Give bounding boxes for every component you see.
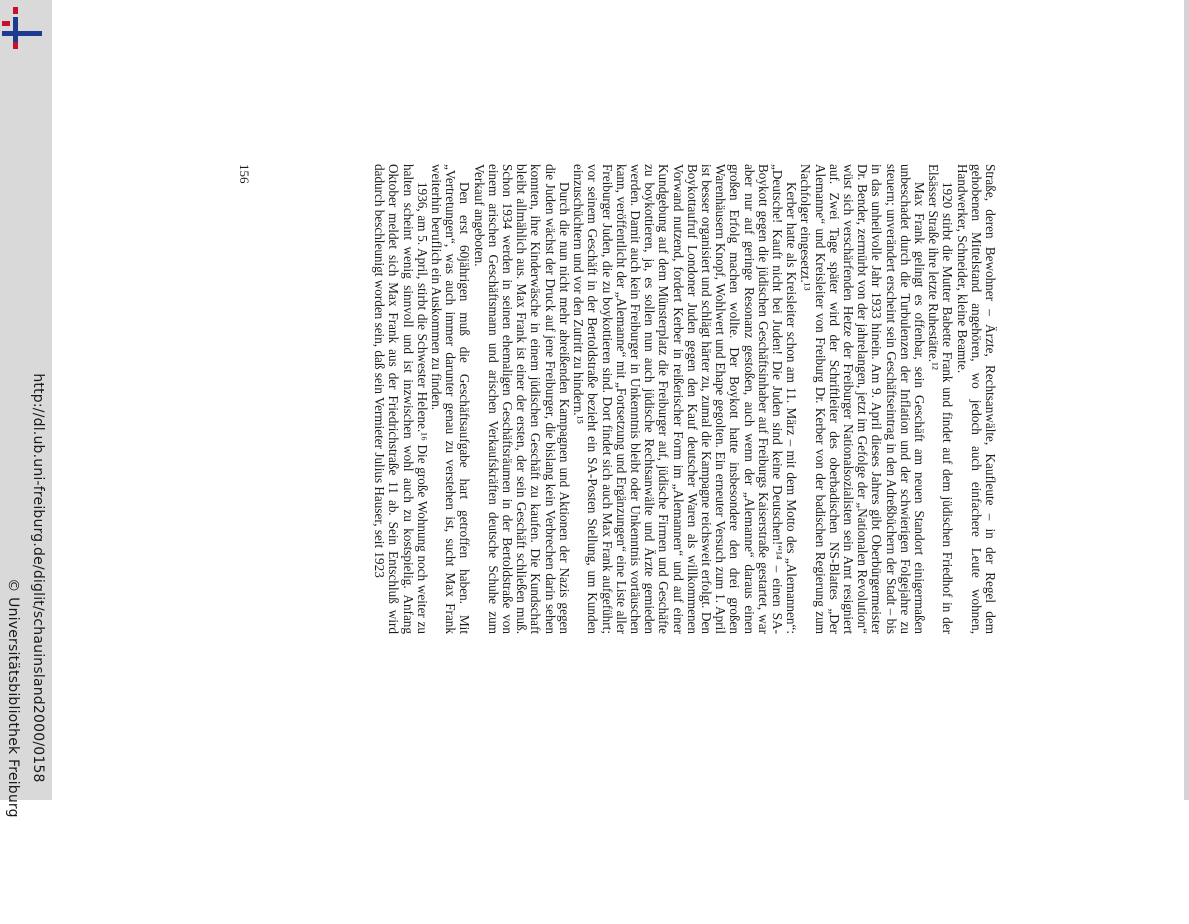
page-text-block xyxy=(372,164,997,634)
paragraph-7: 1936, am 5. April, stirbt die Schwester Helene.¹⁶ Die große Wohnung noch weiter zu halten scheint wenig sinnvoll und ist inzwischen wohl auch zu kostspielig. Anfang Oktober meldet sich Max Frank aus der Friedrichstraße 11 ab. Sein Entschluß wird dadurch beschleunigt worden sein, daß sein Vermieter Julius Hauser, seit 1923 xyxy=(372,164,430,634)
copyright-notice: © Universitätsbibliothek Freiburg xyxy=(5,578,21,818)
paragraph-6: Den erst 60jährigen muß die Geschäftsaufgabe hart getroffen haben. Mit „Vertretungen“, was auch immer darunter genau zu verstehen ist, sucht Max Frank weiterhin beruflich ein Auskommen zu finden. xyxy=(429,164,473,634)
paragraph-3: Max Frank gelingt es offenbar, sein Geschäft am neuen Standort einigermaßen unbeschadet durch die Turbulenzen der Inflation und der schwierigen Folgejahre zu steuern; unverändert erscheint sein Geschäftseintrag in den Adreßbüchern der Stadt – bis in das unheilvolle Jahr 1933 hinein. Am 9. April dieses Jahres gibt Oberbürgermeister Dr. Bender, zermürbt von der jahrelangen, jetzt im Gefolge der „Nationalen Revolution“ wüst sich verschärfenden Hetze der Freiburger Nationalsozialisten sein Amt resigniert auf. Zwei Tage später wird der Schriftleiter des oberbadischen NS-Blattes „Der Alemanne“ und Kreisleiter von Freiburg Dr. Kerber von der badischen Regierung zum Nachfolger eingesetzt.¹³ xyxy=(798,164,927,634)
paragraph-1: Straße, deren Bewohner – Ärzte, Rechtsanwälte, Kaufleute – in der Regel dem gehobenen Mittelstand angehören, wo jedoch auch einfachere Leute wohnen, Handwerker, Schneider, kleine Beamte. xyxy=(954,164,998,634)
paragraph-5: Durch die nun nicht mehr abreißenden Kampagnen und Aktionen der Nazis gegen die Juden wächst der Druck auf jene Freiburger, die bislang kein Verbrechen darin sehen konnten, ihre Kinderwäsche in einem jüdischen Geschäft zu kaufen. Die Kundschaft bleibt allmählich aus. Max Frank ist einer der ersten, der sein Geschäft schließen muß. Schon 1934 werden in seinen ehemaligen Geschäftsräumen in der Bertoldstraße von einem arischen Geschäftsmann und arischen Verkaufskräften deutsche Schuhe zum Verkauf angeboten. xyxy=(471,164,572,634)
right-scrollbar[interactable] xyxy=(1184,0,1189,800)
paragraph-2: 1920 stirbt die Mutter Babette Frank und findet auf dem jüdischen Friedhof in der Elsässer Straße ihre letzte Ruhestätte.¹² xyxy=(926,164,956,634)
scanned-page xyxy=(237,164,997,924)
page-number: 156 xyxy=(237,164,252,184)
source-url[interactable]: http://dl.ub.uni-freiburg.de/diglit/schauinsland2000/0158 xyxy=(30,373,46,783)
viewer-sidebar xyxy=(0,0,52,818)
library-logo xyxy=(0,0,52,60)
paragraph-4: Kerber hatte als Kreisleiter schon am 11. März – mit dem Motto des „Alemannen“: „Deutsche! Kauft nicht bei Juden! Die Juden sind keine Deutschen!“¹⁴ – einen SA-Boykott gegen die jüdischen Geschäftsinhaber auf Freiburgs Kaiserstraße gestartet, war aber nur auf geringe Resonanz gestoßen, auch wenn der „Alemanne“ daraus einen großen Erfolg machen wollte. Der Boykott hatte insbesondere den drei großen Warenhäusern Knopf, Wohlwert und Ehape gegolten. Ein erneuter Versuch zum 1. April ist besser organisiert und schlägt härter zu, zumal die Kampagne reichsweit erfolgt. Den Boykottaufruf Londoner Juden gegen den Kauf deutscher Waren als willkommenen Vorwand nutzend, fordert Kerber in reißerischer Form im „Alemannen“ und auf einer Kundgebung auf dem Münsterplatz die Freiburger auf, jüdische Firmen und Geschäfte zu boykottieren, ja, es sollen nun auch jüdische Rechtsanwälte und Ärzte gemieden werden. Damit auch kein Freiburger in Unkenntnis bleibt oder Unkenntnis vortäuschen kann, veröffentlicht der „Alemanne“ mit „Fortsetzung und Ergänzungen“ eine Liste aller Freiburger Juden, die zu boykottieren sind. Dort findet sich auch Max Frank aufgeführt; vor seinem Geschäft in der Bertoldstraße bezieht ein SA-Posten Stellung, um Kunden einzuschüchtern und vor den Zutritt zu hindern.¹⁵ xyxy=(571,164,800,634)
